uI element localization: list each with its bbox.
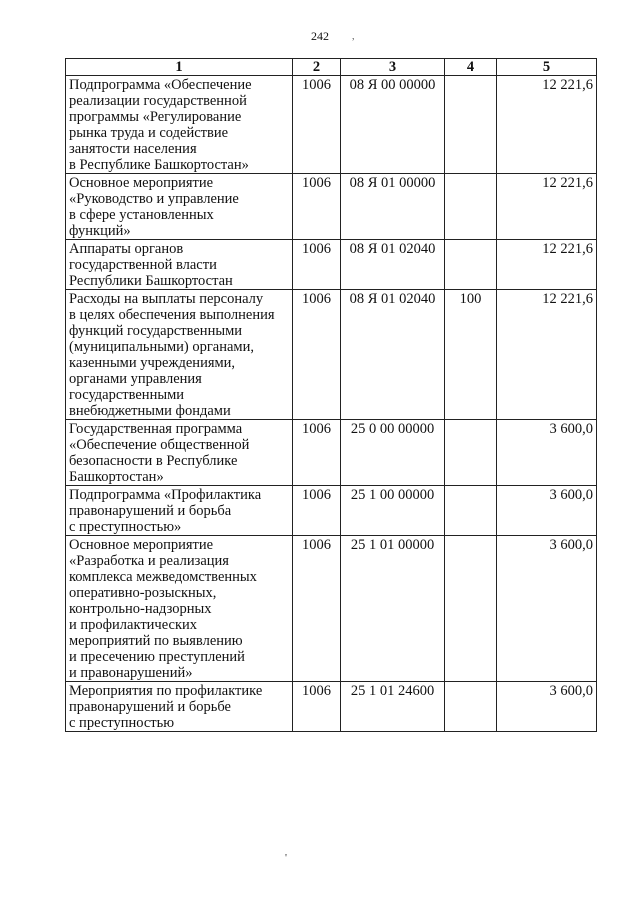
row-name-line: с преступностью bbox=[69, 715, 175, 731]
row-section-cell: 1006 bbox=[293, 420, 341, 486]
row-name-line: «Обеспечение общественной bbox=[69, 437, 250, 453]
row-target-cell: 25 0 00 00000 bbox=[341, 420, 445, 486]
row-name-line: Основное мероприятие bbox=[69, 175, 214, 191]
row-section-cell: 1006 bbox=[293, 536, 341, 682]
table-header-row bbox=[66, 59, 597, 76]
table-row bbox=[66, 420, 597, 486]
table-row bbox=[66, 536, 597, 682]
row-name-line: программы «Регулирование bbox=[69, 109, 242, 125]
row-target-cell: 08 Я 00 00000 bbox=[341, 76, 445, 174]
row-name-line: государственной власти bbox=[69, 257, 217, 273]
row-name-line: Республики Башкортостан bbox=[69, 273, 233, 289]
row-amount-cell: 12 221,6 bbox=[497, 76, 597, 174]
row-exptype-cell bbox=[445, 536, 497, 682]
row-name-cell bbox=[66, 536, 293, 682]
row-name-line: Башкортостан» bbox=[69, 469, 164, 485]
table-row bbox=[66, 682, 597, 732]
row-section-cell: 1006 bbox=[293, 174, 341, 240]
row-name-line: Основное мероприятие bbox=[69, 537, 214, 553]
row-name-line: рынка труда и содействие bbox=[69, 125, 229, 141]
row-name-line: казенными учреждениями, bbox=[69, 355, 236, 371]
row-name-line: внебюджетными фондами bbox=[69, 403, 231, 419]
row-section-cell: 1006 bbox=[293, 682, 341, 732]
row-name-line: функций государственными bbox=[69, 323, 243, 339]
row-name-line: и правонарушений» bbox=[69, 665, 193, 681]
row-exptype-cell bbox=[445, 420, 497, 486]
row-name-line: правонарушений и борьба bbox=[69, 503, 232, 519]
table-row bbox=[66, 76, 597, 174]
row-name-line: в сфере установленных bbox=[69, 207, 214, 223]
row-target-cell: 25 1 01 24600 bbox=[341, 682, 445, 732]
row-exptype-cell bbox=[445, 174, 497, 240]
row-name-line: государственными bbox=[69, 387, 185, 403]
row-target-cell: 25 1 01 00000 bbox=[341, 536, 445, 682]
row-amount-cell: 12 221,6 bbox=[497, 240, 597, 290]
row-section-cell: 1006 bbox=[293, 486, 341, 536]
row-name-line: Расходы на выплаты персоналу bbox=[69, 291, 264, 307]
row-section-cell: 1006 bbox=[293, 76, 341, 174]
row-name-line: Подпрограмма «Обеспечение bbox=[69, 77, 252, 93]
row-section-cell: 1006 bbox=[293, 290, 341, 420]
row-name-line: и профилактических bbox=[69, 617, 198, 633]
row-amount-cell: 3 600,0 bbox=[497, 536, 597, 682]
row-name-line: Государственная программа bbox=[69, 421, 243, 437]
scan-mark-bottom: ' bbox=[285, 852, 287, 864]
header-col-4: 4 bbox=[445, 59, 497, 76]
row-name-line: контрольно-надзорных bbox=[69, 601, 212, 617]
row-name-line: органами управления bbox=[69, 371, 202, 387]
row-name-line: комплекса межведомственных bbox=[69, 569, 257, 585]
row-name-line: с преступностью» bbox=[69, 519, 182, 535]
row-target-cell: 08 Я 01 00000 bbox=[341, 174, 445, 240]
row-target-cell: 25 1 00 00000 bbox=[341, 486, 445, 536]
row-name-line: занятости населения bbox=[69, 141, 197, 157]
row-amount-cell: 12 221,6 bbox=[497, 174, 597, 240]
row-name-cell bbox=[66, 486, 293, 536]
row-amount-cell: 3 600,0 bbox=[497, 420, 597, 486]
header-col-1: 1 bbox=[66, 59, 293, 76]
row-target-cell: 08 Я 01 02040 bbox=[341, 290, 445, 420]
table-row bbox=[66, 174, 597, 240]
row-target-cell: 08 Я 01 02040 bbox=[341, 240, 445, 290]
scan-mark-top: , bbox=[352, 31, 355, 42]
row-name-line: «Руководство и управление bbox=[69, 191, 239, 207]
row-exptype-cell bbox=[445, 240, 497, 290]
row-name-line: в Республике Башкортостан» bbox=[69, 157, 249, 173]
row-amount-cell: 3 600,0 bbox=[497, 682, 597, 732]
row-name-cell bbox=[66, 174, 293, 240]
row-section-cell: 1006 bbox=[293, 240, 341, 290]
table-body bbox=[66, 76, 597, 732]
row-exptype-cell bbox=[445, 76, 497, 174]
row-name-cell bbox=[66, 290, 293, 420]
row-name-line: функций» bbox=[69, 223, 131, 239]
row-exptype-cell bbox=[445, 682, 497, 732]
row-name-line: и пресечению преступлений bbox=[69, 649, 245, 665]
table-row bbox=[66, 240, 597, 290]
row-exptype-cell: 100 bbox=[445, 290, 497, 420]
row-name-line: Мероприятия по профилактике bbox=[69, 683, 263, 699]
row-name-cell bbox=[66, 420, 293, 486]
row-name-line: реализации государственной bbox=[69, 93, 247, 109]
header-col-2: 2 bbox=[293, 59, 341, 76]
row-name-cell bbox=[66, 76, 293, 174]
budget-table bbox=[65, 58, 597, 732]
header-col-5: 5 bbox=[497, 59, 597, 76]
row-name-line: безопасности в Республике bbox=[69, 453, 238, 469]
row-name-cell bbox=[66, 682, 293, 732]
row-name-line: «Разработка и реализация bbox=[69, 553, 229, 569]
row-name-line: оперативно-розыскных, bbox=[69, 585, 217, 601]
row-amount-cell: 12 221,6 bbox=[497, 290, 597, 420]
table-row bbox=[66, 486, 597, 536]
row-name-cell bbox=[66, 240, 293, 290]
row-name-line: мероприятий по выявлению bbox=[69, 633, 243, 649]
row-name-line: Аппараты органов bbox=[69, 241, 184, 257]
row-name-line: (муниципальными) органами, bbox=[69, 339, 254, 355]
page-number: 242 bbox=[311, 29, 329, 43]
table-row bbox=[66, 290, 597, 420]
row-name-line: правонарушений и борьбе bbox=[69, 699, 231, 715]
row-name-line: в целях обеспечения выполнения bbox=[69, 307, 275, 323]
header-col-3: 3 bbox=[341, 59, 445, 76]
row-exptype-cell bbox=[445, 486, 497, 536]
row-name-line: Подпрограмма «Профилактика bbox=[69, 487, 262, 503]
row-amount-cell: 3 600,0 bbox=[497, 486, 597, 536]
